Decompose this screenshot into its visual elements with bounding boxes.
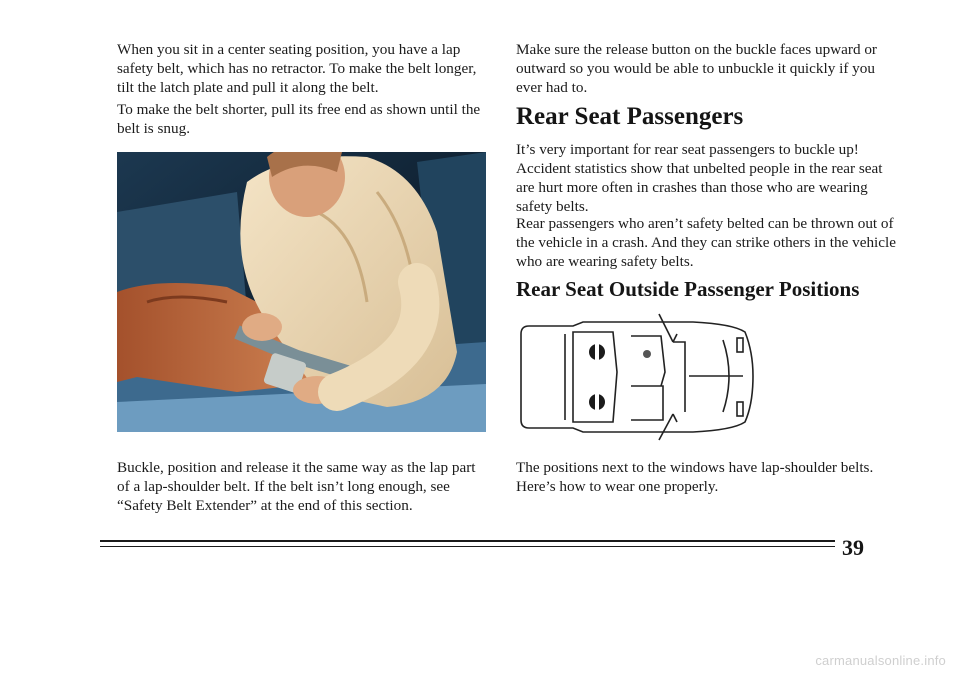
rear-seat-outside-positions-heading: Rear Seat Outside Passenger Positions — [516, 277, 860, 301]
lap-shoulder-belts-paragraph: The positions next to the windows have lap-shoulder belts. Here’s how to wear one properly. — [516, 459, 874, 495]
seating-position-diagram — [513, 312, 763, 442]
page-number: 39 — [842, 535, 864, 560]
person-buckling-illustration — [117, 152, 486, 432]
buckling-lap-belt-photo — [117, 152, 486, 432]
belt-shorter-paragraph: To make the belt shorter, pull its free end as shown until the belt is snug. — [117, 101, 481, 137]
buckle-position-paragraph: Buckle, position and release it the same way as the lap part of a lap-shoulder belt. If the belt isn’t long enough, see “Safety Belt Extender” at the end of this section. — [117, 459, 476, 514]
footer-rule-bottom — [100, 546, 835, 547]
site-watermark[interactable]: carmanualsonline.info — [815, 653, 946, 668]
footer-rule-top — [100, 540, 835, 542]
rear-seat-passengers-heading: Rear Seat Passengers — [516, 103, 744, 130]
unbelted-rear-passengers-paragraph: Rear passengers who aren’t safety belted can be thrown out of the vehicle in a crash. And they can strike others in the vehicle who are wearing safety belts. — [516, 215, 896, 270]
center-seat-belt-paragraph: When you sit in a center seating position, you have a lap safety belt, which has no retractor. To make the belt longer, tilt the latch plate and pull it along the belt. — [117, 41, 477, 96]
rear-seat-importance-paragraph: It’s very important for rear seat passengers to buckle up! Accident statistics show that unbelted people in the rear seat are hurt more often in crashes than those who are wearing safety belts. — [516, 141, 883, 215]
release-button-paragraph: Make sure the release button on the buckle faces upward or outward so you would be able to unbuckle it quickly if you ever had to. — [516, 41, 877, 96]
